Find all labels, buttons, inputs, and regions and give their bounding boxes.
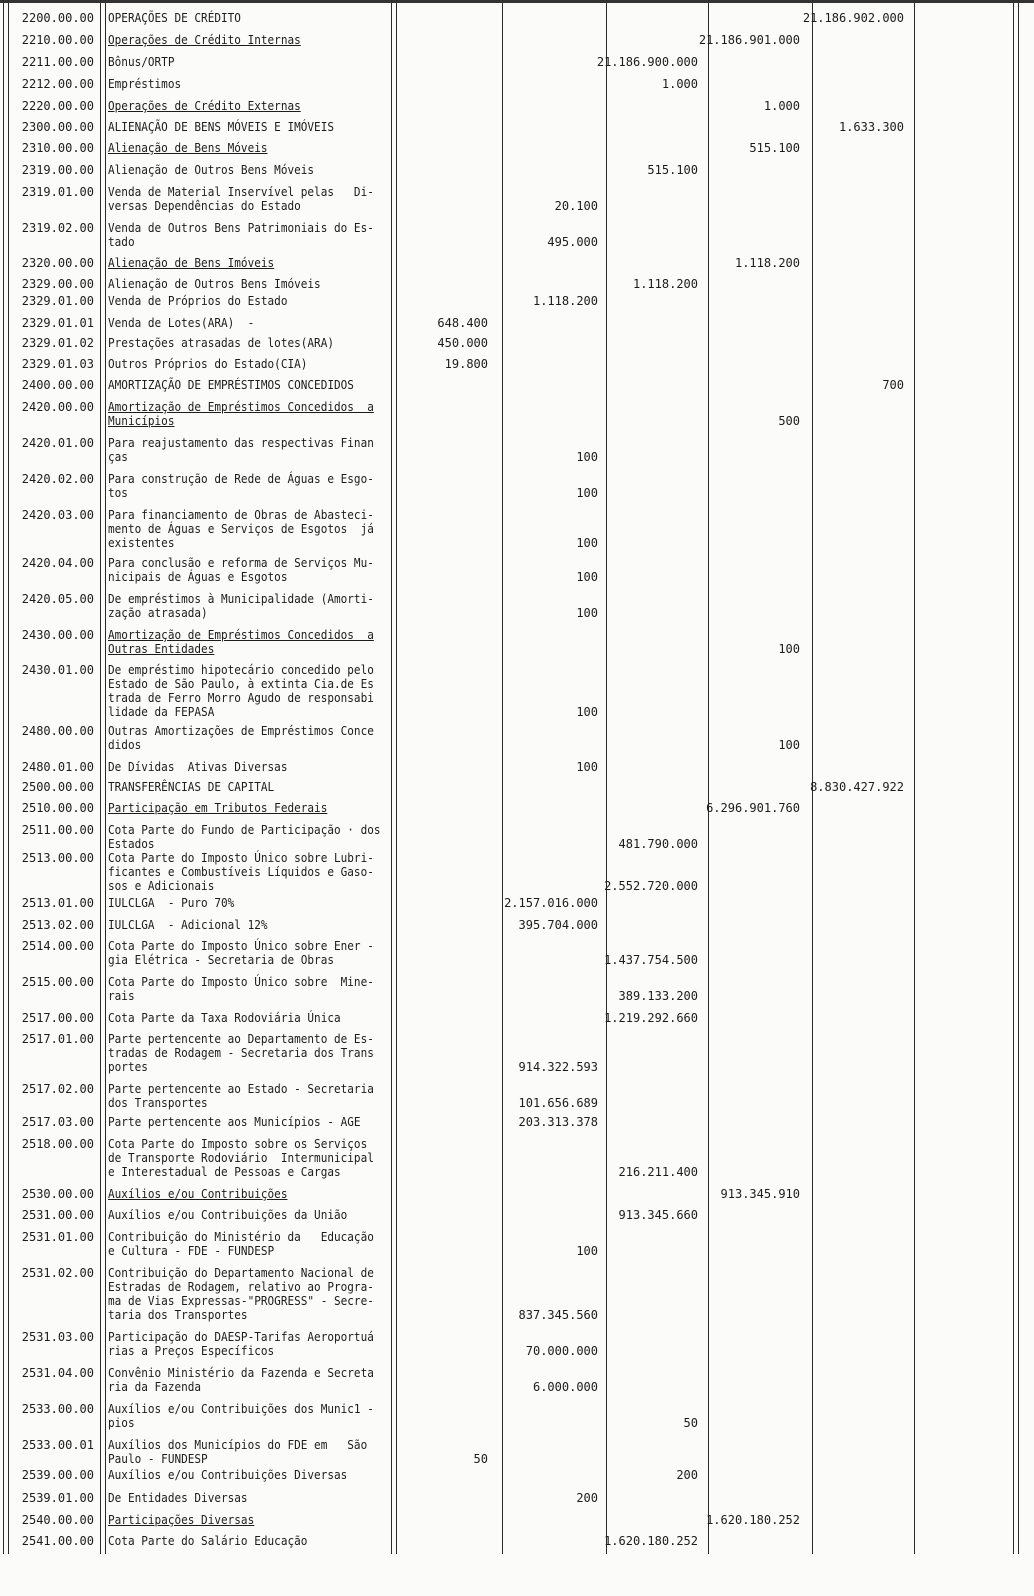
description-line: lidade da FEPASA: [108, 705, 215, 719]
account-code: 2420.00.00: [21, 400, 94, 414]
description-line: mento de Águas e Serviços de Esgotos já: [108, 522, 374, 536]
account-code: 2420.02.00: [21, 472, 94, 486]
account-description: [108, 1187, 371, 1201]
amount-value: 100: [576, 570, 598, 584]
account-code: 2541.00.00: [21, 1534, 94, 1548]
account-code: 2513.02.00: [21, 918, 94, 932]
account-code: 2212.00.00: [21, 77, 94, 91]
account-code: 2319.02.00: [21, 221, 94, 235]
column-rule-2: [606, 3, 607, 1554]
description-line: Cota Parte do Fundo de Participação · dos: [108, 823, 381, 837]
description-line: De Dívidas Ativas Diversas: [108, 760, 288, 774]
description-line: didos: [108, 738, 142, 752]
description-line: De empréstimo hipotecário concedido pelo: [108, 663, 374, 677]
description-line: nicipais de Águas e Esgotos: [108, 570, 288, 584]
description-line: tos: [108, 486, 128, 500]
account-description: [108, 663, 374, 719]
account-code: 2511.00.00: [21, 823, 94, 837]
amount-value: 100: [778, 642, 800, 656]
description-line: De empréstimos à Municipalidade (Amorti-: [108, 592, 374, 606]
description-line: e Cultura - FDE - FUNDESP: [108, 1244, 275, 1258]
amount-value: 2.552.720.000: [604, 879, 698, 893]
amount-value: 50: [683, 1416, 698, 1430]
account-code: 2329.01.02: [21, 336, 94, 350]
account-code: 2517.03.00: [21, 1115, 94, 1129]
account-description: [108, 277, 371, 291]
account-description: [108, 33, 371, 47]
account-code: 2200.00.00: [21, 11, 94, 25]
account-description: [108, 896, 371, 910]
amount-value: 648.400: [437, 316, 488, 330]
account-description: [108, 939, 374, 967]
description-line: Auxílios e/ou Contribuições Diversas: [108, 1468, 348, 1482]
amount-value: 515.100: [647, 163, 698, 177]
account-description: [108, 256, 371, 270]
description-line: ficantes e Combustíveis Líquidos e Gaso-: [108, 865, 374, 879]
account-description: [108, 823, 381, 851]
description-line: Venda de Outros Bens Patrimoniais do Es-: [108, 221, 374, 235]
account-code: 2329.01.03: [21, 357, 94, 371]
description-line: Cota Parte do Imposto sobre os Serviços: [108, 1137, 368, 1151]
account-description: [108, 77, 371, 91]
account-description: [108, 1534, 371, 1548]
description-line: sos e Adicionais: [108, 879, 215, 893]
amount-value: 50: [473, 1452, 488, 1466]
account-code: 2513.00.00: [21, 851, 94, 865]
account-description: [108, 1082, 374, 1110]
account-description: [108, 801, 371, 815]
account-description: [108, 1032, 374, 1074]
amount-value: 1.219.292.660: [604, 1011, 698, 1025]
amount-value: 1.633.300: [838, 120, 904, 134]
amount-value: 21.186.901.000: [698, 33, 800, 47]
account-description: [108, 1468, 371, 1482]
account-code: 2531.00.00: [21, 1208, 94, 1222]
description-line: Cota Parte do Imposto Único sobre Mine-: [108, 975, 374, 989]
amount-value: 200: [576, 1491, 598, 1505]
account-code: 2420.05.00: [21, 592, 94, 606]
description-line: de Transporte Rodoviário Intermunicipal: [108, 1151, 374, 1165]
account-code: 2518.00.00: [21, 1137, 94, 1151]
description-line: Para reajustamento das respectivas Finan: [108, 436, 374, 450]
description-line: ças: [108, 450, 128, 464]
column-rule-3: [708, 3, 709, 1554]
amount-value: 21.186.902.000: [802, 11, 904, 25]
amount-value: 1.620.180.252: [604, 1534, 698, 1548]
account-code: 2517.01.00: [21, 1032, 94, 1046]
amount-value: 8.830.427.922: [810, 780, 904, 794]
description-line: Outras Amortizações de Empréstimos Conce: [108, 724, 374, 738]
description-line: tradas de Rodagem - Secretaria dos Trans: [108, 1046, 374, 1060]
description-line: versas Dependências do Estado: [108, 199, 301, 213]
account-code: 2531.03.00: [21, 1330, 94, 1344]
account-code: 2310.00.00: [21, 141, 94, 155]
account-code: 2514.00.00: [21, 939, 94, 953]
amount-value: 1.437.754.500: [604, 953, 698, 967]
account-code: 2500.00.00: [21, 780, 94, 794]
account-description: [108, 1230, 374, 1258]
amount-value: 100: [576, 536, 598, 550]
description-line: Contribuição do Ministério da Educação: [108, 1230, 374, 1244]
description-line: Alienação de Bens Imóveis: [108, 256, 275, 270]
column-rule-left: [3, 3, 9, 1554]
account-description: [108, 724, 374, 752]
description-line: Operações de Crédito Externas: [108, 99, 301, 113]
account-code: 2420.01.00: [21, 436, 94, 450]
account-description: [108, 1402, 374, 1430]
account-description: [108, 628, 374, 656]
account-code: 2531.02.00: [21, 1266, 94, 1280]
description-line: tado: [108, 235, 135, 249]
amount-value: 100: [576, 705, 598, 719]
account-code: 2480.00.00: [21, 724, 94, 738]
description-line: Alienação de Outros Bens Móveis: [108, 163, 315, 177]
account-code: 2400.00.00: [21, 378, 94, 392]
description-line: Auxílios dos Municípios do FDE em São: [108, 1438, 368, 1452]
description-line: Venda de Próprios do Estado: [108, 294, 288, 308]
description-line: gia Elétrica - Secretaria de Obras: [108, 953, 334, 967]
description-line: Cota Parte da Taxa Rodoviária Única: [108, 1011, 341, 1025]
description-line: Participação em Tributos Federais: [108, 801, 328, 815]
account-description: [108, 141, 371, 155]
description-line: Alienação de Outros Bens Imóveis: [108, 277, 321, 291]
account-code: 2531.01.00: [21, 1230, 94, 1244]
amount-value: 70.000.000: [525, 1344, 598, 1358]
amount-value: 19.800: [444, 357, 488, 371]
description-line: Estados: [108, 837, 155, 851]
account-description: [108, 316, 371, 330]
account-code: 2530.00.00: [21, 1187, 94, 1201]
description-line: IULCLGA - Puro 70%: [108, 896, 235, 910]
amount-value: 20.100: [554, 199, 598, 213]
account-code: 2420.03.00: [21, 508, 94, 522]
description-line: Convênio Ministério da Fazenda e Secreta: [108, 1366, 374, 1380]
amount-value: 21.186.900.000: [596, 55, 698, 69]
description-line: Estradas de Rodagem, relativo ao Progra-: [108, 1280, 374, 1294]
account-code: 2420.04.00: [21, 556, 94, 570]
account-description: [108, 1438, 371, 1466]
description-line: zação atrasada): [108, 606, 208, 620]
description-line: ALIENAÇÃO DE BENS MÓVEIS E IMÓVEIS: [108, 120, 334, 134]
amount-value: 2.157.016.000: [504, 896, 598, 910]
column-rule-right: [1013, 3, 1019, 1554]
account-description: [108, 120, 371, 134]
amount-value: 389.133.200: [618, 989, 698, 1003]
account-code: 2319.01.00: [21, 185, 94, 199]
account-description: [108, 1137, 374, 1179]
column-rule-4: [812, 3, 813, 1554]
description-line: AMORTIZAÇÃO DE EMPRÉSTIMOS CONCEDIDOS: [108, 378, 354, 392]
account-description: [108, 99, 371, 113]
account-code: 2533.00.01: [21, 1438, 94, 1452]
account-description: [108, 1266, 374, 1322]
description-line: Para construção de Rede de Águas e Esgo-: [108, 472, 374, 486]
amount-value: 495.000: [547, 235, 598, 249]
amount-value: 1.118.200: [532, 294, 598, 308]
account-code: 2539.01.00: [21, 1491, 94, 1505]
description-line: Outros Próprios do Estado(CIA): [108, 357, 308, 371]
description-line: trada de Ferro Morro Agudo de responsabi: [108, 691, 374, 705]
amount-value: 837.345.560: [518, 1308, 598, 1322]
amount-value: 6.000.000: [532, 1380, 598, 1394]
account-code: 2480.01.00: [21, 760, 94, 774]
amount-value: 1.118.200: [734, 256, 800, 270]
account-code: 2515.00.00: [21, 975, 94, 989]
account-code: 2510.00.00: [21, 801, 94, 815]
amount-value: 500: [778, 414, 800, 428]
account-description: [108, 975, 374, 1003]
account-code: 2320.00.00: [21, 256, 94, 270]
account-description: [108, 556, 374, 584]
description-line: Amortização de Empréstimos Concedidos a: [108, 400, 374, 414]
amount-value: 1.620.180.252: [706, 1513, 800, 1527]
description-line: Auxílios e/ou Contribuições dos Munic1 -: [108, 1402, 374, 1416]
account-code: 2513.01.00: [21, 896, 94, 910]
account-description: [108, 1115, 371, 1129]
description-line: TRANSFERÊNCIAS DE CAPITAL: [108, 780, 275, 794]
description-line: Venda de Lotes(ARA) -: [108, 316, 255, 330]
account-description: [108, 1366, 374, 1394]
amount-value: 914.322.593: [518, 1060, 598, 1074]
description-line: Cota Parte do Imposto Único sobre Lubri-: [108, 851, 374, 865]
amount-value: 200: [676, 1468, 698, 1482]
description-line: Amortização de Empréstimos Concedidos a: [108, 628, 374, 642]
description-line: IULCLGA - Adicional 12%: [108, 918, 268, 932]
account-description: [108, 472, 374, 500]
account-description: [108, 592, 374, 620]
amount-value: 450.000: [437, 336, 488, 350]
description-line: Bônus/ORTP: [108, 55, 175, 69]
amount-value: 700: [882, 378, 904, 392]
description-line: existentes: [108, 536, 175, 550]
column-rule-1: [502, 3, 503, 1554]
account-description: [108, 918, 371, 932]
account-description: [108, 55, 371, 69]
description-line: OPERAÇÕES DE CRÉDITO: [108, 11, 241, 25]
amount-value: 100: [778, 738, 800, 752]
amount-value: 395.704.000: [518, 918, 598, 932]
amount-value: 100: [576, 1244, 598, 1258]
account-description: [108, 1491, 371, 1505]
description-line: rais: [108, 989, 135, 1003]
description-line: Parte pertencente ao Departamento de Es-: [108, 1032, 374, 1046]
description-line: portes: [108, 1060, 148, 1074]
amount-value: 100: [576, 450, 598, 464]
account-description: [108, 357, 371, 371]
description-line: Outras Entidades: [108, 642, 215, 656]
amount-value: 216.211.400: [618, 1165, 698, 1179]
amount-value: 913.345.660: [618, 1208, 698, 1222]
description-line: Parte pertencente ao Estado - Secretaria: [108, 1082, 374, 1096]
amount-value: 100: [576, 486, 598, 500]
description-line: Prestações atrasadas de lotes(ARA): [108, 336, 334, 350]
column-rule-5: [914, 3, 915, 1554]
description-line: Participação do DAESP-Tarifas Aeroportuá: [108, 1330, 374, 1344]
description-line: Alienação de Bens Móveis: [108, 141, 268, 155]
account-description: [108, 336, 371, 350]
account-description: [108, 1208, 371, 1222]
description-line: e Interestadual de Pessoas e Cargas: [108, 1165, 341, 1179]
account-code: 2220.00.00: [21, 99, 94, 113]
amount-value: 515.100: [749, 141, 800, 155]
account-code: 2517.02.00: [21, 1082, 94, 1096]
account-description: [108, 1330, 374, 1358]
amount-value: 1.000: [763, 99, 800, 113]
account-description: [108, 436, 374, 464]
description-line: Para conclusão e reforma de Serviços Mu-: [108, 556, 374, 570]
account-description: [108, 780, 371, 794]
account-code: 2533.00.00: [21, 1402, 94, 1416]
description-line: Operações de Crédito Internas: [108, 33, 301, 47]
description-line: Cota Parte do Salário Educação: [108, 1534, 308, 1548]
account-description: [108, 851, 374, 893]
amount-value: 101.656.689: [518, 1096, 598, 1110]
account-code: 2430.00.00: [21, 628, 94, 642]
account-description: [108, 1011, 371, 1025]
account-description: [108, 400, 374, 428]
description-line: Venda de Material Inservível pelas Di-: [108, 185, 374, 199]
description-line: Contribuição do Departamento Nacional de: [108, 1266, 374, 1280]
account-description: [108, 11, 371, 25]
account-code: 2539.00.00: [21, 1468, 94, 1482]
account-description: [108, 1513, 371, 1527]
account-code: 2329.00.00: [21, 277, 94, 291]
account-description: [108, 760, 371, 774]
description-line: De Entidades Diversas: [108, 1491, 248, 1505]
account-code: 2329.01.01: [21, 316, 94, 330]
description-line: Estado de São Paulo, à extinta Cia.de Es: [108, 677, 374, 691]
account-description: [108, 221, 374, 249]
account-code: 2300.00.00: [21, 120, 94, 134]
description-line: taria dos Transportes: [108, 1308, 248, 1322]
amount-value: 100: [576, 606, 598, 620]
account-code: 2210.00.00: [21, 33, 94, 47]
account-description: [108, 185, 374, 213]
description-line: ma de Vias Expressas-"PROGRESS" - Secre-: [108, 1294, 374, 1308]
description-line: Auxílios e/ou Contribuições: [108, 1187, 288, 1201]
description-line: Participações Diversas: [108, 1513, 255, 1527]
description-line: rias a Preços Específicos: [108, 1344, 275, 1358]
amount-value: 203.313.378: [518, 1115, 598, 1129]
account-code: 2531.04.00: [21, 1366, 94, 1380]
description-line: Auxílios e/ou Contribuições da União: [108, 1208, 348, 1222]
description-line: ria da Fazenda: [108, 1380, 202, 1394]
account-code: 2517.00.00: [21, 1011, 94, 1025]
column-rule-code: [100, 3, 106, 1554]
account-code: 2540.00.00: [21, 1513, 94, 1527]
description-line: Parte pertencente aos Municípios - AGE: [108, 1115, 361, 1129]
amount-value: 6.296.901.760: [706, 801, 800, 815]
amount-value: 1.118.200: [632, 277, 698, 291]
description-line: Para financiamento de Obras de Abasteci-: [108, 508, 374, 522]
description-line: dos Transportes: [108, 1096, 208, 1110]
description-line: Empréstimos: [108, 77, 182, 91]
amount-value: 481.790.000: [618, 837, 698, 851]
description-line: Municípios: [108, 414, 175, 428]
amount-value: 913.345.910: [720, 1187, 800, 1201]
account-description: [108, 294, 371, 308]
account-description: [108, 163, 371, 177]
account-code: 2211.00.00: [21, 55, 94, 69]
description-line: pios: [108, 1416, 135, 1430]
amount-value: 100: [576, 760, 598, 774]
amount-value: 1.000: [661, 77, 698, 91]
account-description: [108, 508, 374, 550]
column-rule-description: [391, 3, 397, 1554]
page-top-border: [0, 0, 1034, 3]
description-line: Paulo - FUNDESP: [108, 1452, 208, 1466]
description-line: Cota Parte do Imposto Único sobre Ener -: [108, 939, 374, 953]
account-code: 2329.01.00: [21, 294, 94, 308]
account-description: [108, 378, 371, 392]
account-code: 2430.01.00: [21, 663, 94, 677]
account-code: 2319.00.00: [21, 163, 94, 177]
